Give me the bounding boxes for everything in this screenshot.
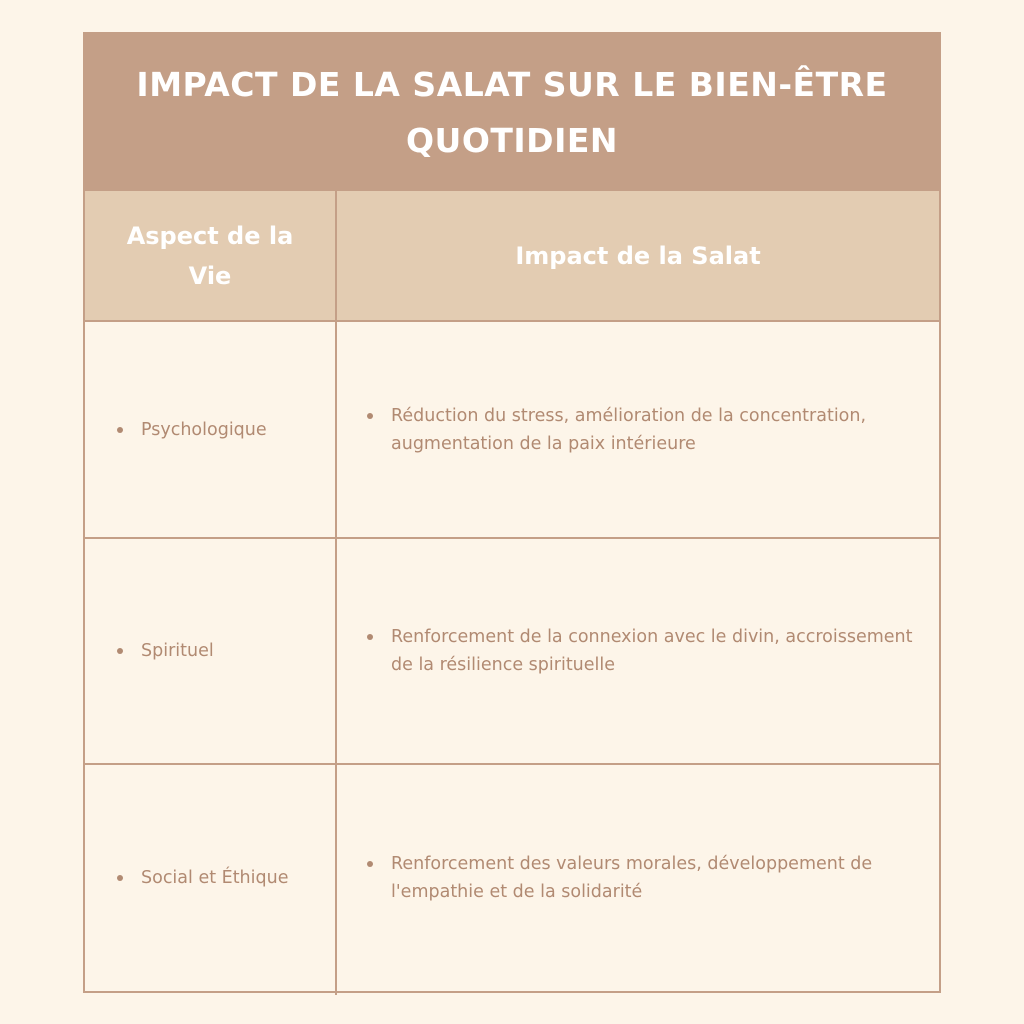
list-item [117,637,214,665]
impact-cell [337,765,939,991]
bullet-icon [117,875,123,881]
impact-text: Renforcement des valeurs morales, développement de l'empathie et de la solidarité [391,854,873,902]
aspect-text: Social et Éthique [141,868,289,888]
list-item [367,402,919,458]
list-item [367,623,919,679]
header-aspect [85,191,335,320]
impact-cell [337,539,939,763]
impact-text: Réduction du stress, amélioration de la concentration, augmentation de la paix intérieure [391,405,867,454]
bullet-icon [117,427,123,433]
bullet-icon [367,413,373,419]
header-row [85,191,939,320]
aspect-cell [85,765,335,991]
aspect-text: Psychologique [141,419,267,440]
impact-text: Renforcement de la connexion avec le divin, accroissement de la résilience spirituelle [391,627,913,675]
aspect-cell [85,539,335,763]
list-item [117,416,267,444]
table-title: IMPACT DE LA SALAT SUR LE BIEN-ÊTRE QUOTIDIEN [136,64,888,160]
title-bar [85,34,939,191]
table-row [85,765,939,991]
list-item [367,850,919,906]
header-aspect-label: Aspect de la Vie [126,221,294,290]
list-item [117,864,288,892]
impact-cell [337,322,939,537]
table-row [85,322,939,537]
bullet-icon [367,861,373,867]
impact-table [83,32,941,993]
header-impact-label: Impact de la Salat [515,241,761,270]
aspect-text: Spirituel [141,641,214,661]
table-row [85,539,939,763]
aspect-cell [85,322,335,537]
bullet-icon [367,634,373,640]
header-impact [337,191,939,320]
bullet-icon [117,648,123,654]
